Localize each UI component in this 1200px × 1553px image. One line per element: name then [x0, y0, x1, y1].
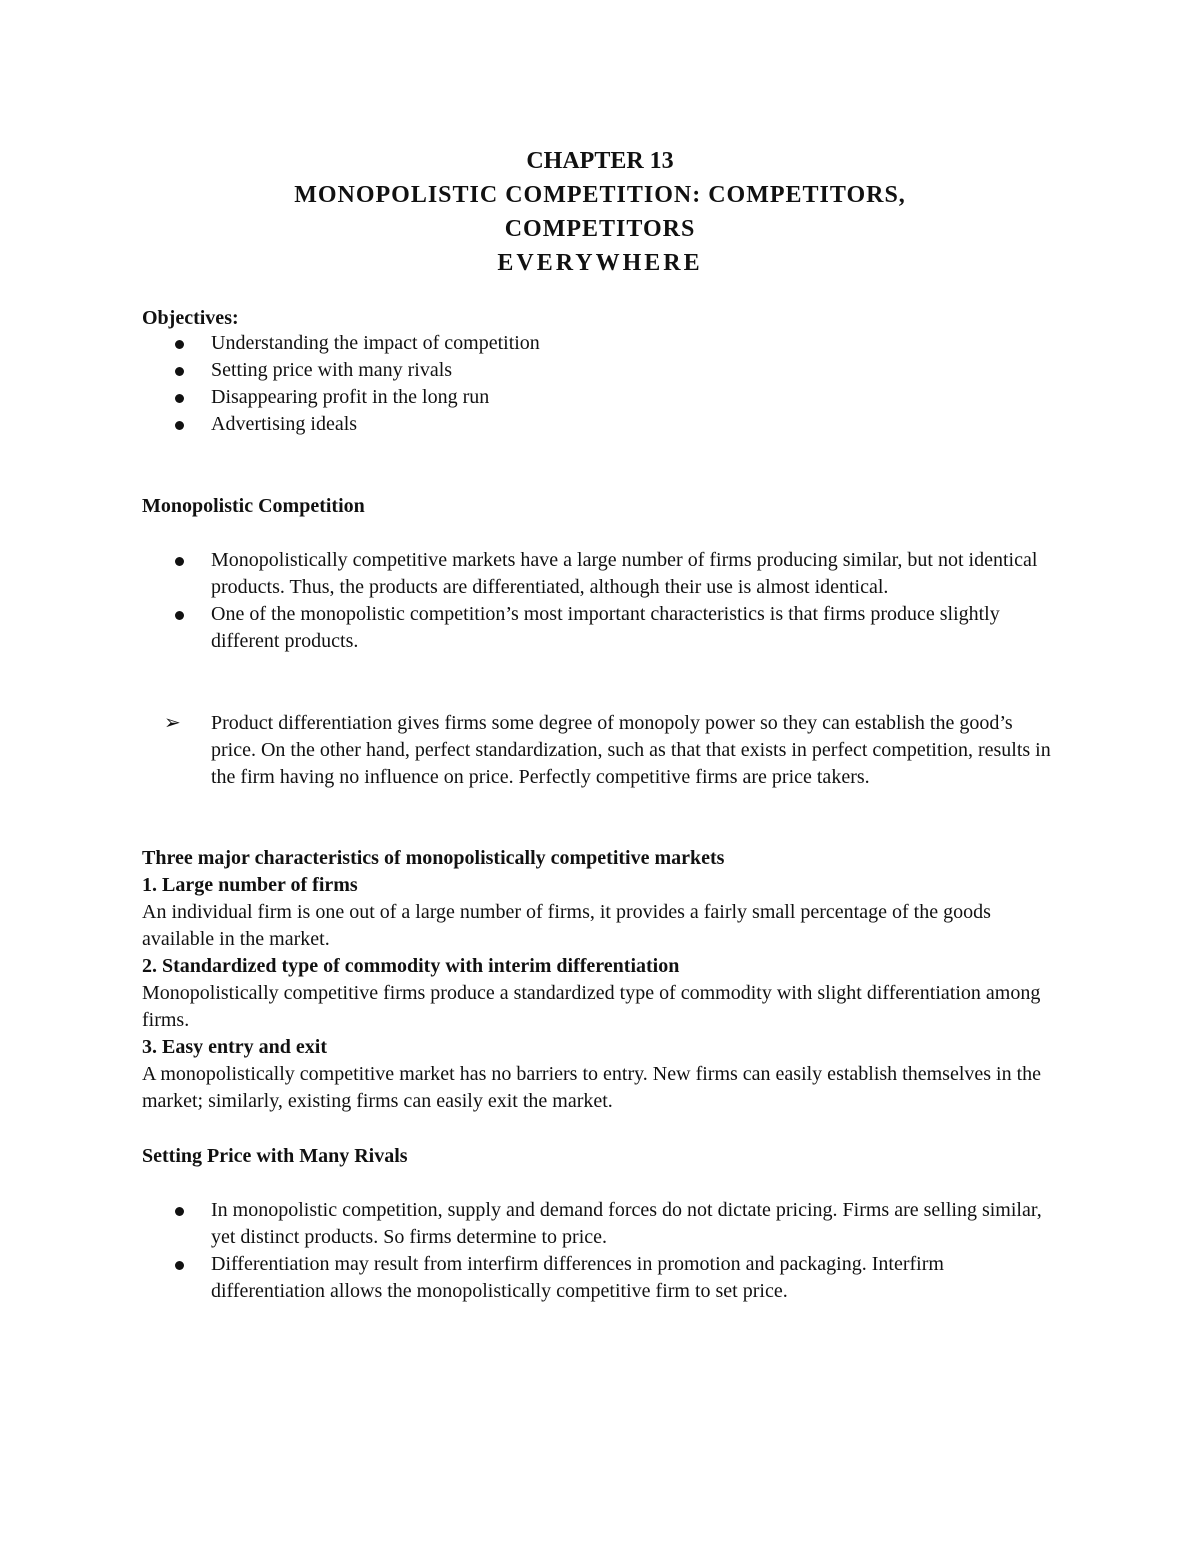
characteristic-text-2: Monopolistically competitive firms produce a standardized type of commodity with slight differentiation among firms.: [142, 982, 1041, 1031]
list-item: One of the monopolistic competition’s most important characteristics is that firms produce slightly different products.: [142, 601, 1062, 655]
characteristic-text-3: A monopolistically competitive market has no barriers to entry. New firms can easily establish themselves in the market; similarly, existing firms can easily exit the market.: [142, 1063, 1042, 1112]
list-item: Setting price with many rivals: [142, 357, 1062, 384]
pricing-heading: Setting Price with Many Rivals: [142, 1145, 408, 1167]
list-item: Disappearing profit in the long run: [142, 384, 1062, 411]
title-line-1: CHAPTER 13: [526, 148, 674, 174]
objectives-heading: Objectives:: [142, 307, 239, 329]
monopolistic-heading: Monopolistic Competition: [142, 495, 365, 517]
bullet-icon: [175, 611, 184, 620]
bullet-icon: [175, 557, 184, 566]
bullet-icon: [175, 394, 184, 403]
bullet-icon: [175, 421, 184, 430]
chapter-title: [0, 144, 1200, 280]
title-line-2: MONOPOLISTIC COMPETITION: COMPETITORS,: [294, 182, 906, 208]
list-item: Differentiation may result from interfirm differences in promotion and packaging. Interfirm differentiation allows the monopolistically competitive firm to set price.: [142, 1251, 1062, 1305]
pricing-list: [142, 1197, 1062, 1305]
bullet-icon: [175, 1261, 184, 1270]
bullet-icon: [175, 1207, 184, 1216]
characteristics-heading: Three major characteristics of monopolistically competitive markets: [142, 847, 725, 869]
characteristic-title-1: 1. Large number of firms: [142, 874, 358, 896]
bullet-icon: [175, 340, 184, 349]
objectives-list: [142, 330, 1062, 438]
list-item: Advertising ideals: [142, 411, 1062, 438]
title-line-3: COMPETITORS: [504, 216, 696, 242]
list-item: Understanding the impact of competition: [142, 330, 1062, 357]
monopolistic-list: [142, 547, 1062, 655]
arrow-list-item: ➢ Product differentiation gives firms some degree of monopoly power so they can establish the good’s price. On the other hand, perfect standardization, such as that that exists in perfect competition, results in the firm having no influence on price. Perfectly competitive firms are price takers.: [164, 712, 1051, 788]
bullet-icon: [175, 367, 184, 376]
characteristic-title-3: 3. Easy entry and exit: [142, 1036, 327, 1058]
characteristic-title-2: 2. Standardized type of commodity with interim differentiation: [142, 955, 680, 977]
list-item: Monopolistically competitive markets have a large number of firms producing similar, but not identical products. Thus, the products are differentiated, although their use is almost identical.: [142, 547, 1062, 601]
arrow-bullet-icon: ➢: [164, 712, 181, 734]
list-item: In monopolistic competition, supply and demand forces do not dictate pricing. Firms are selling similar, yet distinct products. So firms determine to price.: [142, 1197, 1062, 1251]
characteristic-text-1: An individual firm is one out of a large number of firms, it provides a fairly small percentage of the goods available in the market.: [142, 901, 991, 950]
title-line-4: EVERYWHERE: [497, 250, 703, 276]
